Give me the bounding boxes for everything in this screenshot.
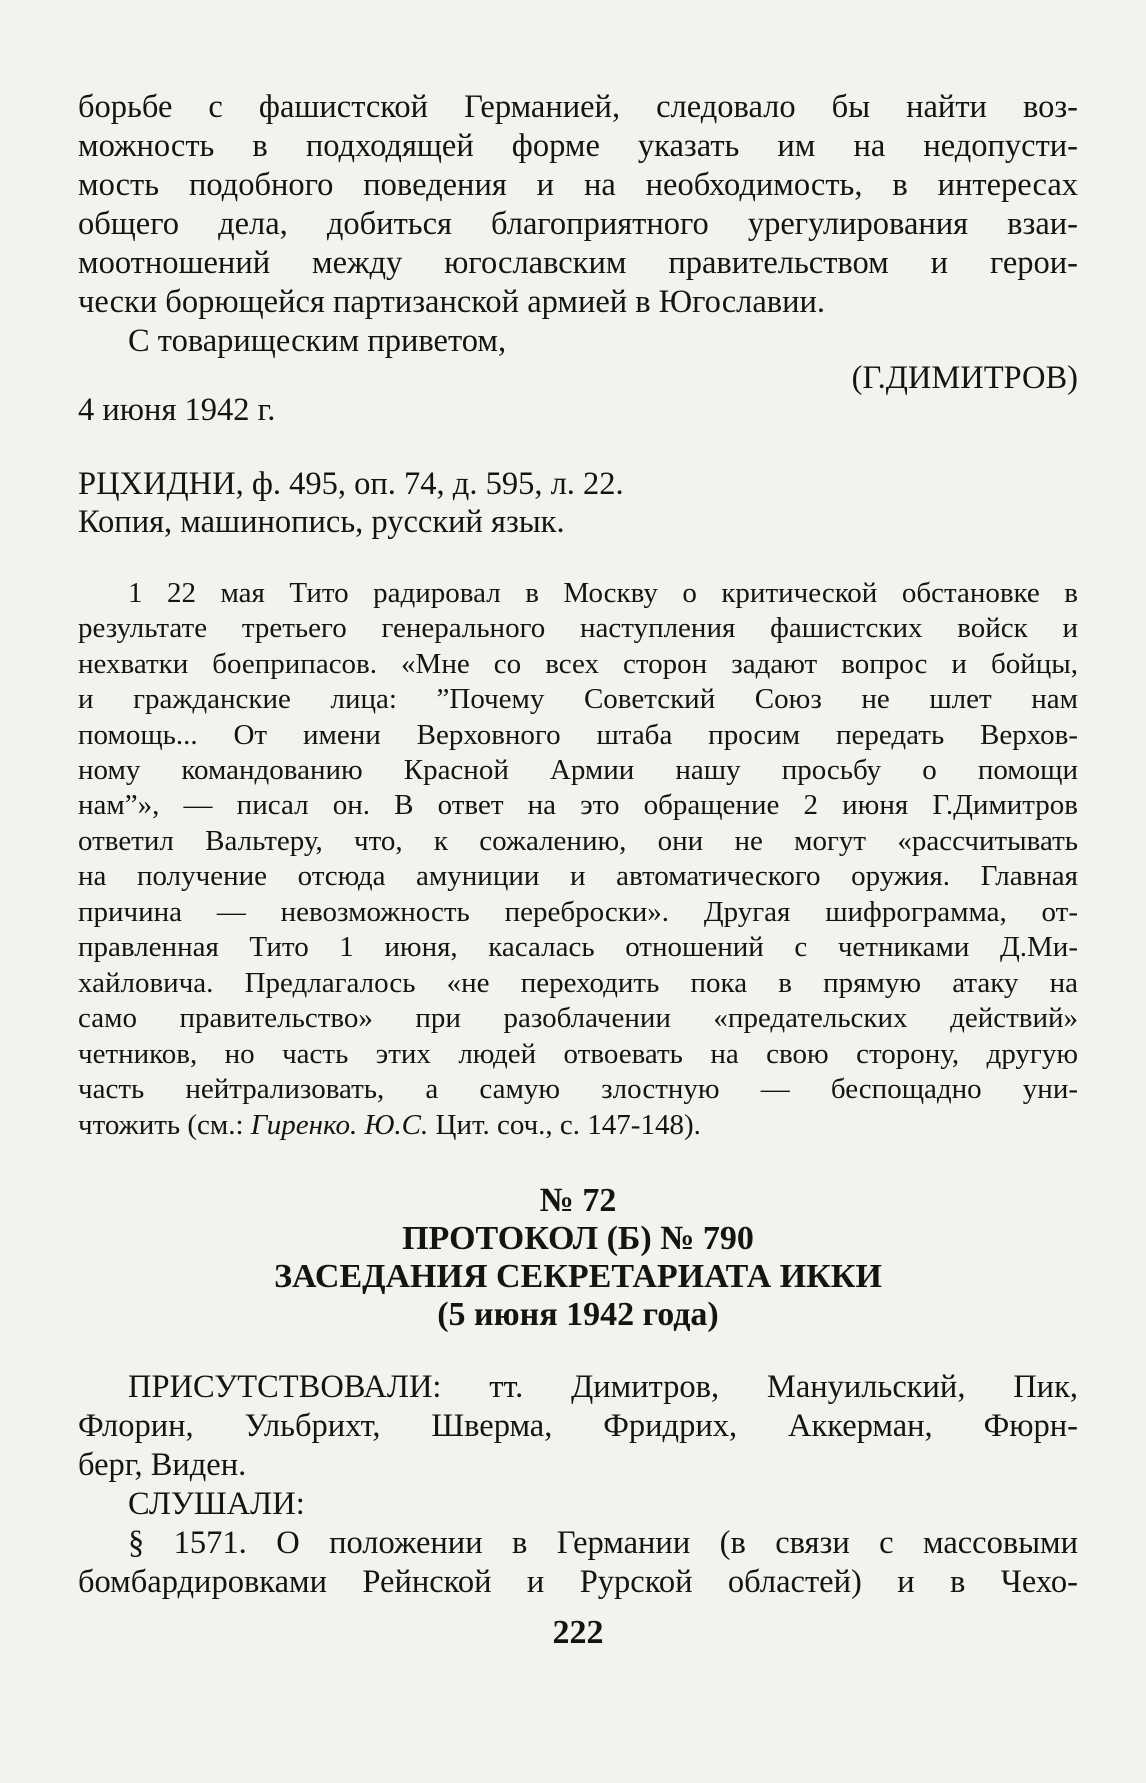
footnote-line: часть нейтрализовать, а самую злостную — беспощадно уни- — [78, 1073, 1078, 1105]
top-paragraph-line: моотношений между югославским правительством и герои- — [78, 245, 1078, 281]
letter-date: 4 июня 1942 г. — [78, 392, 276, 428]
heard-label: СЛУШАЛИ: — [128, 1486, 305, 1522]
attendees-line: берг, Виден. — [78, 1447, 247, 1483]
footnote-line: на получение отсюда амуниции и автоматического оружия. Главная — [78, 860, 1078, 892]
footnote-line: и гражданские лица: ”Почему Советский Союз не шлет нам — [78, 683, 1078, 715]
footnote-line: нехватки боеприпасов. «Мне со всех сторон задают вопрос и бойцы, — [78, 648, 1078, 680]
footnote-line: правленная Тито 1 июня, касалась отношений с четниками Д.Ми- — [78, 931, 1078, 963]
footnote-author: Гиренко. Ю.С. — [250, 1109, 429, 1141]
document-date: (5 июня 1942 года) — [437, 1296, 719, 1333]
agenda-item-line: бомбардировками Рейнской и Рурской областей) и в Чехо- — [78, 1564, 1078, 1600]
footnote-line: 1 22 мая Тито радировал в Москву о критической обстановке в — [128, 577, 1078, 609]
greeting: С товарищеским приветом, — [128, 323, 507, 359]
footnote-line: ному командованию Красной Армии нашу просьбу о помощи — [78, 754, 1078, 786]
top-paragraph-line: чески борющейся партизанской армией в Югославии. — [78, 284, 826, 320]
archive-note: Копия, машинопись, русский язык. — [78, 504, 565, 540]
page-number: 222 — [552, 1614, 604, 1651]
agenda-item-line: § 1571. О положении в Германии (в связи с массовыми — [128, 1525, 1078, 1561]
document-number: № 72 — [539, 1182, 617, 1219]
footnote-line: причина — невозможность переброски». Другая шифрограмма, от- — [78, 896, 1078, 928]
footnote-line: ответил Вальтеру, что, к сожалению, они не могут «рассчитывать — [78, 825, 1078, 857]
signature: (Г.ДИМИТРОВ) — [851, 360, 1078, 396]
footnote-line: хайловича. Предлагалось «не переходить пока в прямую атаку на — [78, 967, 1078, 999]
attendees-line: ПРИСУТСТВОВАЛИ: тт. Димитров, Мануильский, Пик, — [128, 1369, 1078, 1405]
top-paragraph-line: борьбе с фашистской Германией, следовало бы найти воз- — [78, 89, 1078, 125]
footnote-line: четников, но часть этих людей отвоевать на свою сторону, другую — [78, 1038, 1078, 1070]
footnote-text: чтожить (см.: — [78, 1109, 251, 1141]
footnote-line: помощь... От имени Верховного штаба просим передать Верхов- — [78, 719, 1078, 751]
footnote-line: нам”», — писал он. В ответ на это обращение 2 июня Г.Димитров — [78, 789, 1078, 821]
top-paragraph-line: можность в подходящей форме указать им на недопусти- — [78, 128, 1078, 164]
footnote-line: само правительство» при разоблачении «предательских действий» — [78, 1002, 1078, 1034]
document-title: ПРОТОКОЛ (Б) № 790 — [402, 1220, 754, 1257]
archive-reference: РЦХИДНИ, ф. 495, оп. 74, д. 595, л. 22. — [78, 466, 624, 502]
footnote-text: Цит. соч., с. 147-148). — [428, 1109, 701, 1141]
attendees-line: Флорин, Ульбрихт, Шверма, Фридрих, Аккерман, Фюрн- — [78, 1408, 1078, 1444]
document-subtitle: ЗАСЕДАНИЯ СЕКРЕТАРИАТА ИККИ — [274, 1258, 882, 1295]
top-paragraph-line: общего дела, добиться благоприятного урегулирования взаи- — [78, 206, 1078, 242]
top-paragraph-line: мость подобного поведения и на необходимость, в интересах — [78, 167, 1078, 203]
footnote-line: результате третьего генерального наступления фашистских войск и — [78, 612, 1078, 644]
footnote-last-line — [78, 1108, 1078, 1143]
